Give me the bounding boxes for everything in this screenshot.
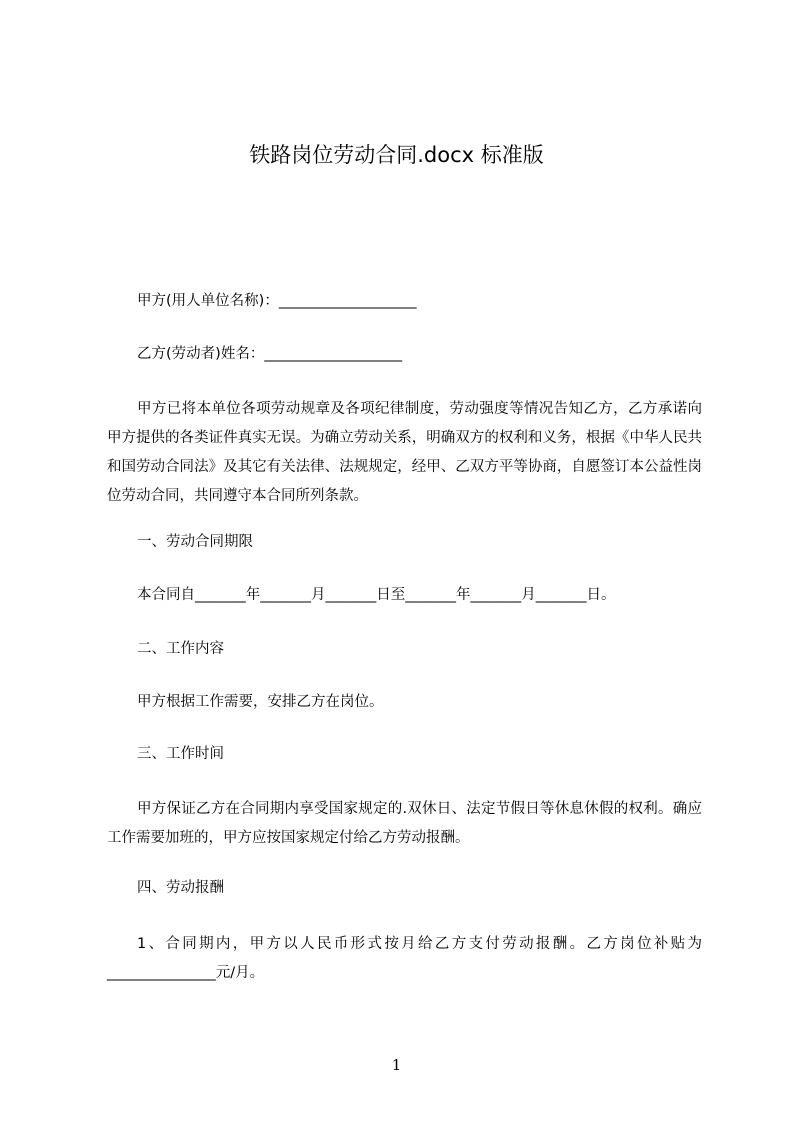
document-title: 铁路岗位劳动合同.docx 标准版	[249, 143, 544, 167]
intro-paragraph: 甲方已将本单位各项劳动规章及各项纪律制度，劳动强度等情况告知乙方，乙方承诺向甲方提供的各类证件真实无误。为确立劳动关系，明确双方的权利和义务，根据《中华人民共和国劳动合同法》及其它有关法律、法规规定，经甲、乙双方平等协商，自愿签订本公益性岗位劳动合同，共同遵守本合同所列条款。	[107, 401, 702, 504]
section-3-heading: 三、工作时间	[137, 746, 224, 762]
section-1-text: 本合同自_______年_______月_______日至_______年_______月_______日。	[137, 587, 616, 603]
party-a-line: 甲方(用人单位名称)：___________________	[137, 293, 417, 309]
section-1-heading: 一、劳动合同期限	[137, 534, 253, 550]
page-number: 1	[391, 1056, 402, 1074]
section-4-item-1: 1、合同期内，甲方以人民币形式按月给乙方支付劳动报酬。乙方岗位补贴为_______________元/月。	[107, 936, 702, 981]
section-3-text: 甲方保证乙方在合同期内享受国家规定的.双休日、法定节假日等休息休假的权利。确应工作需要加班的，甲方应按国家规定付给乙方劳动报酬。	[107, 801, 702, 846]
section-4-heading: 四、劳动报酬	[137, 880, 224, 896]
section-2-text: 甲方根据工作需要，安排乙方在岗位。	[137, 694, 384, 710]
party-b-line: 乙方(劳动者)姓名：___________________	[137, 346, 403, 362]
section-2-heading: 二、工作内容	[137, 641, 224, 657]
